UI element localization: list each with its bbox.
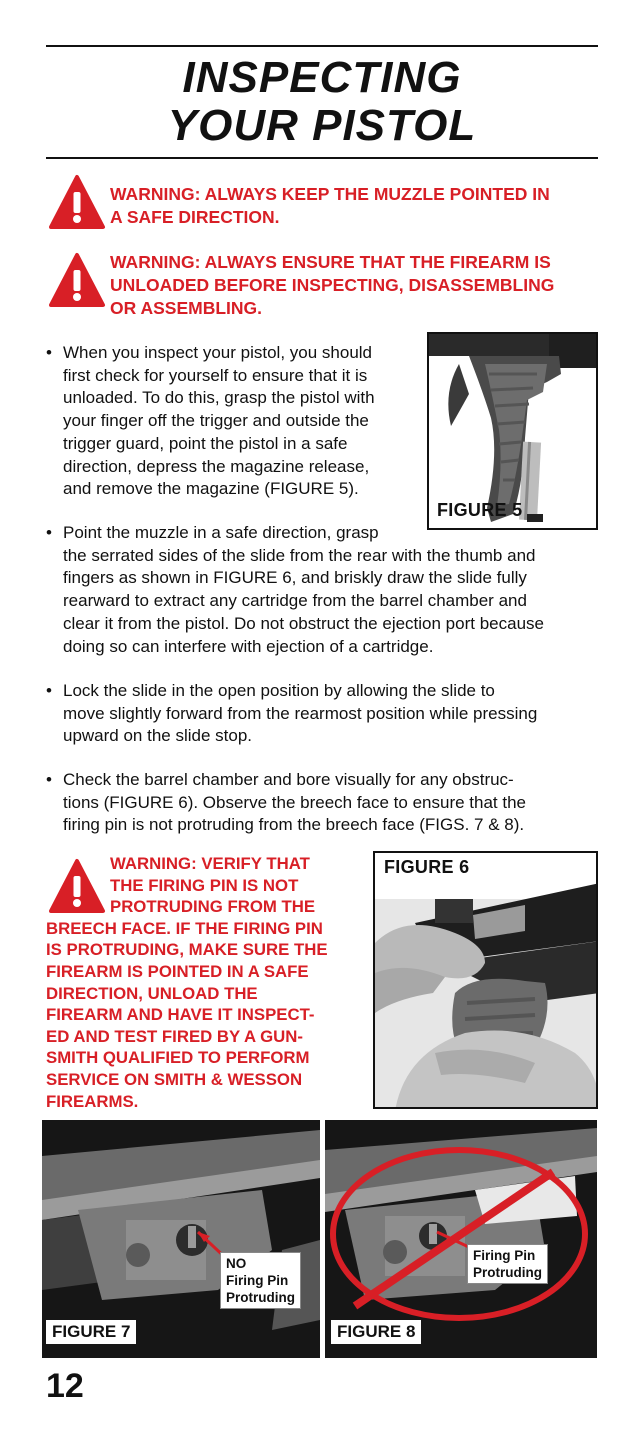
figure-8-callout: Firing Pin Protruding — [467, 1244, 548, 1284]
hands-drawing-slide-image — [375, 853, 598, 1109]
top-rule — [46, 45, 598, 47]
figure-8-label: FIGURE 8 — [331, 1320, 421, 1344]
figure-7 — [42, 1120, 320, 1358]
instruction-bullet-remove-magazine: • When you inspect your pistol, you should first check for yourself to ensure that it is unloaded. To do this, grasp the pistol with your finger off the trigger and outside the trigger guard, point the pistol in a safe direction, depress the magazine release, and remove the magazine (FIGURE 5). — [46, 343, 375, 499]
figure-7-label: FIGURE 7 — [46, 1320, 136, 1344]
title-bottom-rule — [46, 157, 598, 159]
figure-8 — [325, 1120, 597, 1358]
page-number: 12 — [46, 1367, 84, 1405]
warning-muzzle-direction: WARNING: ALWAYS KEEP THE MUZZLE POINTED IN A SAFE DIRECTION. — [110, 184, 550, 227]
page-title-line2: YOUR PISTOL — [167, 101, 477, 150]
warning-unloaded-firearm: WARNING: ALWAYS ENSURE THAT THE FIREARM IS UNLOADED BEFORE INSPECTING, DISASSEMBLING OR ASSEMBLING. — [110, 252, 555, 318]
figure-5-label: FIGURE 5 — [437, 500, 523, 520]
page-title-line1: INSPECTING — [182, 53, 462, 102]
warning-triangle-icon — [48, 252, 106, 308]
instruction-bullet-lock-slide: • Lock the slide in the open position by allowing the slide to move slightly forward from the rearmost position while pressing upward on the slide stop. — [46, 681, 538, 746]
figure-6 — [373, 851, 598, 1109]
instruction-bullet-draw-slide: • Point the muzzle in a safe direction, grasp the serrated sides of the slide from the rear with the thumb and fingers as shown in FIGURE 6, and briskly draw the slide fully rearward to extract any cartridge from the barrel chamber and clear it from the pistol. Do not obstruct the ejection port because doing so can interfere with ejection of a cartridge. — [46, 523, 544, 656]
warning-triangle-icon — [48, 174, 106, 230]
figure-6-label: FIGURE 6 — [381, 857, 472, 878]
warning-firing-pin: WARNING: VERIFY THAT THE FIRING PIN IS NOT PROTRUDING FROM THE BREECH FACE. IF THE FIRING PIN IS PROTRUDING, MAKE SURE THE FIREARM IS POINTED IN A SAFE DIRECTION, UNLOAD THE FIREARM AND HAVE IT INSPECT- ED AND TEST FIRED BY A GUN- SMITH QUALIFIED TO PERFORM SERVICE ON SMITH & WESSON FIREARMS. — [46, 854, 328, 1111]
figure-5 — [427, 332, 598, 530]
figure-7-callout: NO Firing Pin Protruding — [220, 1252, 301, 1309]
instruction-bullet-check-chamber: • Check the barrel chamber and bore visually for any obstruc- tions (FIGURE 6). Observe the breech face to ensure that the firing pin is not protruding from the breech face (FIGS. 7 & 8). — [46, 770, 527, 835]
